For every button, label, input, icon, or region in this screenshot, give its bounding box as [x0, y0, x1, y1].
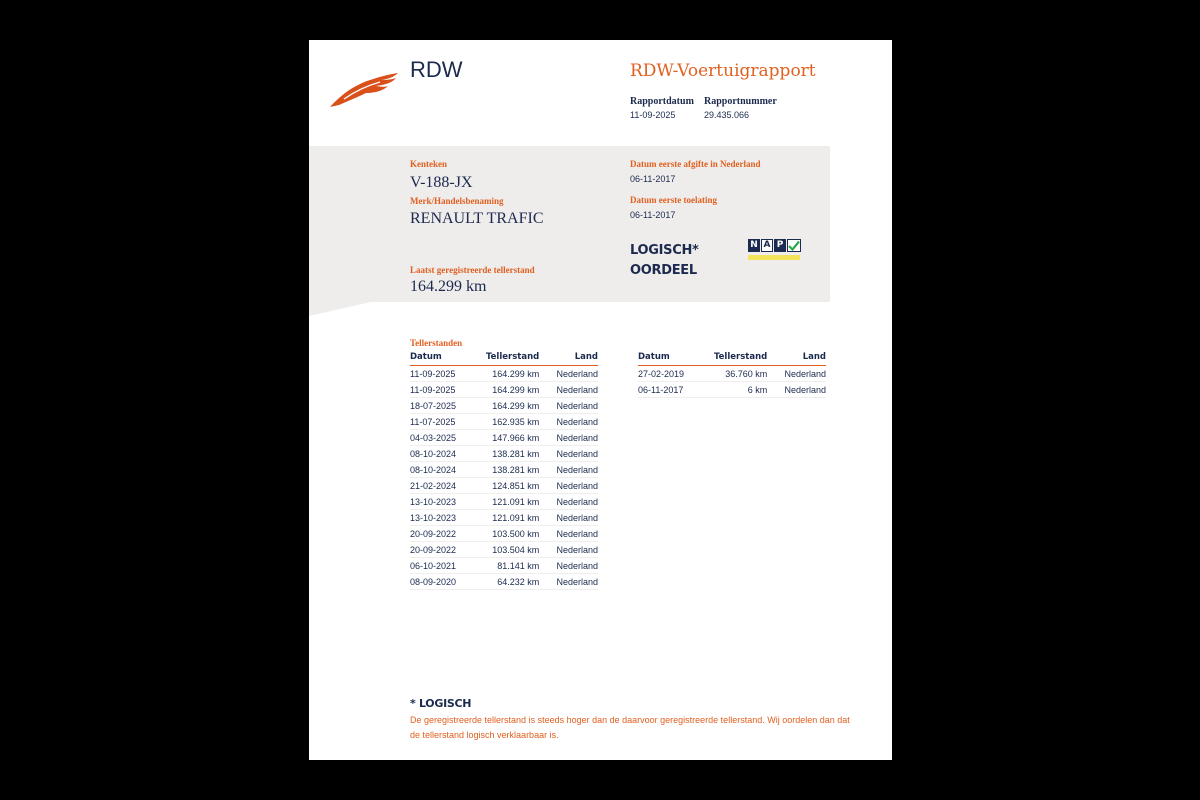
cell-tellerstand: 162.935 km	[486, 414, 539, 430]
cell-datum: 11-09-2025	[410, 382, 486, 398]
kenteken-value: V-188-JX	[410, 174, 473, 191]
col-tellerstand: Tellerstand	[714, 351, 767, 366]
rapportnummer-label: Rapportnummer	[704, 96, 777, 107]
cell-datum: 20-09-2022	[410, 542, 486, 558]
cell-land: Nederland	[539, 526, 598, 542]
eerste-afgifte-value: 06-11-2017	[630, 174, 676, 184]
cell-tellerstand: 164.299 km	[486, 398, 539, 414]
cell-datum: 27-02-2019	[638, 366, 714, 382]
cell-datum: 21-02-2024	[410, 478, 486, 494]
nap-letter-n: N	[748, 239, 760, 252]
rapportdatum-label: Rapportdatum	[630, 96, 694, 107]
nap-bar	[748, 255, 800, 260]
vehicle-summary-band	[309, 146, 830, 302]
rdw-logo-icon	[330, 72, 398, 108]
table-row	[410, 398, 598, 414]
rapportnummer-value: 29.435.066	[704, 110, 750, 120]
table-row	[410, 462, 598, 478]
cell-land: Nederland	[539, 462, 598, 478]
tellerstanden-table-right	[638, 351, 826, 398]
cell-land: Nederland	[539, 510, 598, 526]
merk-label: Merk/Handelsbenaming	[410, 196, 504, 206]
kenteken-label: Kenteken	[410, 159, 447, 169]
cell-datum: 13-10-2023	[410, 494, 486, 510]
cell-land: Nederland	[539, 366, 598, 382]
eerste-afgifte-label: Datum eerste afgifte in Nederland	[630, 159, 761, 169]
cell-land: Nederland	[539, 558, 598, 574]
cell-land: Nederland	[767, 366, 826, 382]
cell-datum: 08-10-2024	[410, 462, 486, 478]
cell-tellerstand: 138.281 km	[486, 462, 539, 478]
cell-tellerstand: 64.232 km	[486, 574, 539, 590]
report-page	[309, 40, 892, 760]
col-datum: Datum	[410, 351, 486, 366]
brand-name: RDW	[410, 57, 463, 82]
table-row	[410, 510, 598, 526]
table-row	[410, 574, 598, 590]
footnote-text: De geregistreerde tellerstand is steeds hoger dan de daarvoor geregistreerde tellerstand. Wij oordelen dan dat de tellerstand logisch verklaarbaar is.	[410, 715, 850, 740]
cell-datum: 11-07-2025	[410, 414, 486, 430]
cell-land: Nederland	[539, 398, 598, 414]
col-tellerstand: Tellerstand	[486, 351, 539, 366]
cell-datum: 06-11-2017	[638, 382, 714, 398]
cell-tellerstand: 121.091 km	[486, 494, 539, 510]
oordeel	[630, 241, 699, 281]
cell-tellerstand: 124.851 km	[486, 478, 539, 494]
table-row	[410, 446, 598, 462]
col-land: Land	[767, 351, 826, 366]
cell-tellerstand: 138.281 km	[486, 446, 539, 462]
cell-datum: 08-10-2024	[410, 446, 486, 462]
table-row	[410, 382, 598, 398]
cell-land: Nederland	[539, 542, 598, 558]
nap-logo	[748, 239, 803, 261]
rapportnummer	[704, 96, 777, 120]
cell-land: Nederland	[539, 478, 598, 494]
table-row	[410, 526, 598, 542]
tellerstanden-table-left	[410, 351, 598, 590]
cell-datum: 18-07-2025	[410, 398, 486, 414]
table-row	[410, 478, 598, 494]
table-row	[410, 494, 598, 510]
table-row	[638, 366, 826, 382]
table-row	[410, 558, 598, 574]
oordeel-line1: LOGISCH*	[630, 243, 699, 258]
cell-land: Nederland	[539, 382, 598, 398]
cell-land: Nederland	[539, 414, 598, 430]
table-row	[410, 366, 598, 382]
report-title: RDW-Voertuigrapport	[630, 61, 816, 81]
cell-land: Nederland	[767, 382, 826, 398]
tellerstand-value: 164.299 km	[410, 278, 487, 295]
cell-datum: 08-09-2020	[410, 574, 486, 590]
merk-value: RENAULT TRAFIC	[410, 210, 544, 227]
cell-tellerstand: 6 km	[714, 382, 767, 398]
cell-datum: 04-03-2025	[410, 430, 486, 446]
tellerstand-label: Laatst geregistreerde tellerstand	[410, 265, 535, 275]
footnote-heading: * LOGISCH	[410, 697, 472, 710]
table-row	[638, 382, 826, 398]
cell-land: Nederland	[539, 430, 598, 446]
col-land: Land	[539, 351, 598, 366]
cell-datum: 06-10-2021	[410, 558, 486, 574]
table-row	[410, 414, 598, 430]
cell-tellerstand: 121.091 km	[486, 510, 539, 526]
cell-datum: 11-09-2025	[410, 366, 486, 382]
band-notch	[309, 302, 371, 316]
eerste-toelating-value: 06-11-2017	[630, 210, 676, 220]
table-row	[410, 430, 598, 446]
table-row	[410, 542, 598, 558]
cell-datum: 20-09-2022	[410, 526, 486, 542]
cell-land: Nederland	[539, 574, 598, 590]
cell-tellerstand: 164.299 km	[486, 382, 539, 398]
cell-datum: 13-10-2023	[410, 510, 486, 526]
cell-tellerstand: 103.504 km	[486, 542, 539, 558]
oordeel-line2: OORDEEL	[630, 263, 697, 278]
tellerstanden-title: Tellerstanden	[410, 338, 463, 348]
checkmark-icon	[787, 239, 801, 252]
cell-land: Nederland	[539, 494, 598, 510]
rapportdatum-value: 11-09-2025	[630, 110, 676, 120]
nap-letter-a: A	[761, 239, 773, 252]
cell-tellerstand: 81.141 km	[486, 558, 539, 574]
cell-tellerstand: 164.299 km	[486, 366, 539, 382]
nap-letter-p: P	[774, 239, 786, 252]
cell-tellerstand: 36.760 km	[714, 366, 767, 382]
table-header-row	[410, 351, 598, 366]
cell-tellerstand: 147.966 km	[486, 430, 539, 446]
col-datum: Datum	[638, 351, 714, 366]
cell-land: Nederland	[539, 446, 598, 462]
eerste-toelating-label: Datum eerste toelating	[630, 195, 717, 205]
table-header-row	[638, 351, 826, 366]
rapportdatum	[630, 96, 694, 120]
cell-tellerstand: 103.500 km	[486, 526, 539, 542]
